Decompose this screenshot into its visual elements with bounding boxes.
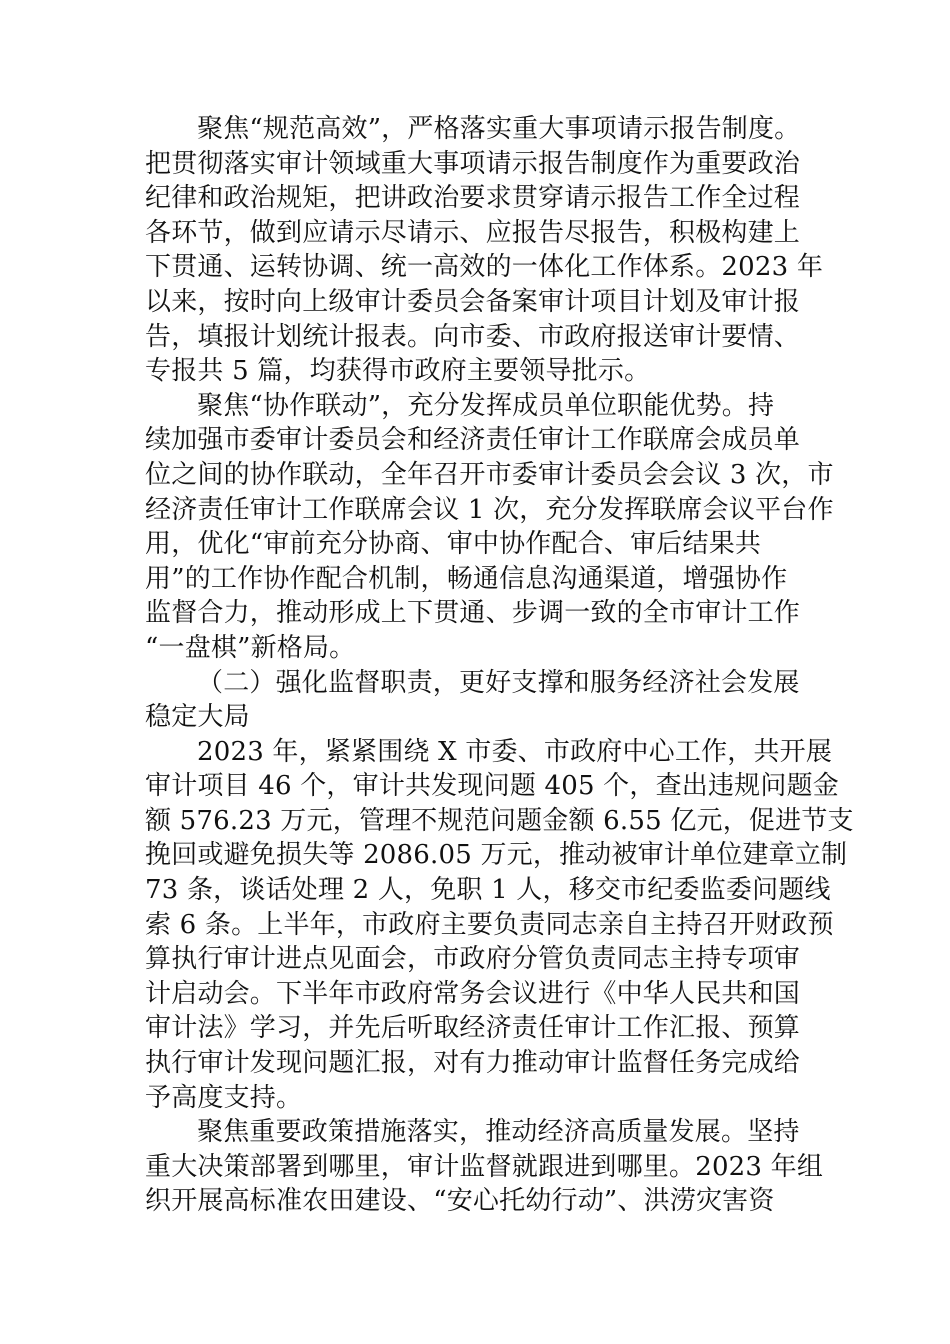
text-line: 予高度支持。 bbox=[145, 1082, 303, 1113]
text-line: 聚焦“规范高效”，严格落实重大事项请示报告制度。 bbox=[197, 114, 801, 144]
text-line: 织开展高标准农田建设、“安心托幼行动”、洪涝灾害资 bbox=[145, 1186, 775, 1217]
text-line: 用”的工作协作配合机制，畅通信息沟通渠道，增强协作 bbox=[145, 563, 788, 594]
text-line: 监督合力，推动形成上下贯通、步调一致的全市审计工作 bbox=[145, 598, 801, 629]
text-line: 稳定大局 bbox=[145, 702, 250, 733]
text-line: 额 576.23 万元，管理不规范问题金额 6.55 亿元，促进节支 bbox=[145, 805, 854, 836]
text-line: 执行审计发现问题汇报，对有力推动审计监督任务完成给 bbox=[145, 1048, 801, 1079]
text-line: 2023 年，紧紧围绕 X 市委、市政府中心工作，共开展 bbox=[197, 736, 833, 767]
text-line: 审计法》学习，并先后听取经济责任审计工作汇报、预算 bbox=[145, 1013, 801, 1044]
text-line: 聚焦“协作联动”，充分发挥成员单位职能优势。持 bbox=[197, 390, 775, 421]
text-line: 73 条，谈话处理 2 人，免职 1 人，移交市纪委监委问题线 bbox=[145, 875, 831, 906]
text-line: 计启动会。下半年市政府常务会议进行《中华人民共和国 bbox=[145, 978, 801, 1009]
text-line: 专报共 5 篇，均获得市政府主要领导批示。 bbox=[145, 356, 651, 387]
text-line: 纪律和政治规矩，把讲政治要求贯穿请示报告工作全过程 bbox=[145, 183, 801, 214]
text-line: 经济责任审计工作联席会议 1 次，充分发挥联席会议平台作 bbox=[145, 494, 834, 525]
text-line: 位之间的协作联动，全年召开市委审计委员会会议 3 次，市 bbox=[145, 459, 834, 490]
text-line: 索 6 条。上半年，市政府主要负责同志亲自主持召开财政预 bbox=[145, 909, 834, 940]
text-line: 续加强市委审计委员会和经济责任审计工作联席会成员单 bbox=[145, 425, 801, 456]
text-line: 以来，按时向上级审计委员会备案审计项目计划及审计报 bbox=[145, 286, 801, 317]
text-line: 重大决策部署到哪里，审计监督就跟进到哪里。2023 年组 bbox=[145, 1151, 824, 1182]
text-line: 挽回或避免损失等 2086.05 万元，推动被审计单位建章立制 bbox=[145, 840, 848, 871]
text-line: 用，优化“审前充分协商、审中协作配合、审后结果共 bbox=[145, 529, 762, 560]
text-line: 审计项目 46 个，审计共发现问题 405 个，查出违规问题金 bbox=[145, 771, 839, 802]
text-line: 下贯通、运转协调、统一高效的一体化工作体系。2023 年 bbox=[145, 252, 824, 283]
text-line: 算执行审计进点见面会，市政府分管负责同志主持专项审 bbox=[145, 944, 801, 975]
text-line: 各环节，做到应请示尽请示、应报告尽报告，积极构建上 bbox=[145, 217, 801, 248]
text-line: 聚焦重要政策措施落实，推动经济高质量发展。坚持 bbox=[197, 1117, 800, 1148]
text-line: 把贯彻落实审计领域重大事项请示报告制度作为重要政治 bbox=[145, 148, 801, 179]
text-line: （二）强化监督职责，更好支撑和服务经济社会发展 bbox=[197, 667, 800, 698]
document-body bbox=[145, 112, 854, 1219]
text-line: 告，填报计划统计报表。向市委、市政府报送审计要情、 bbox=[145, 321, 801, 352]
text-line: “一盘棋”新格局。 bbox=[145, 632, 356, 663]
